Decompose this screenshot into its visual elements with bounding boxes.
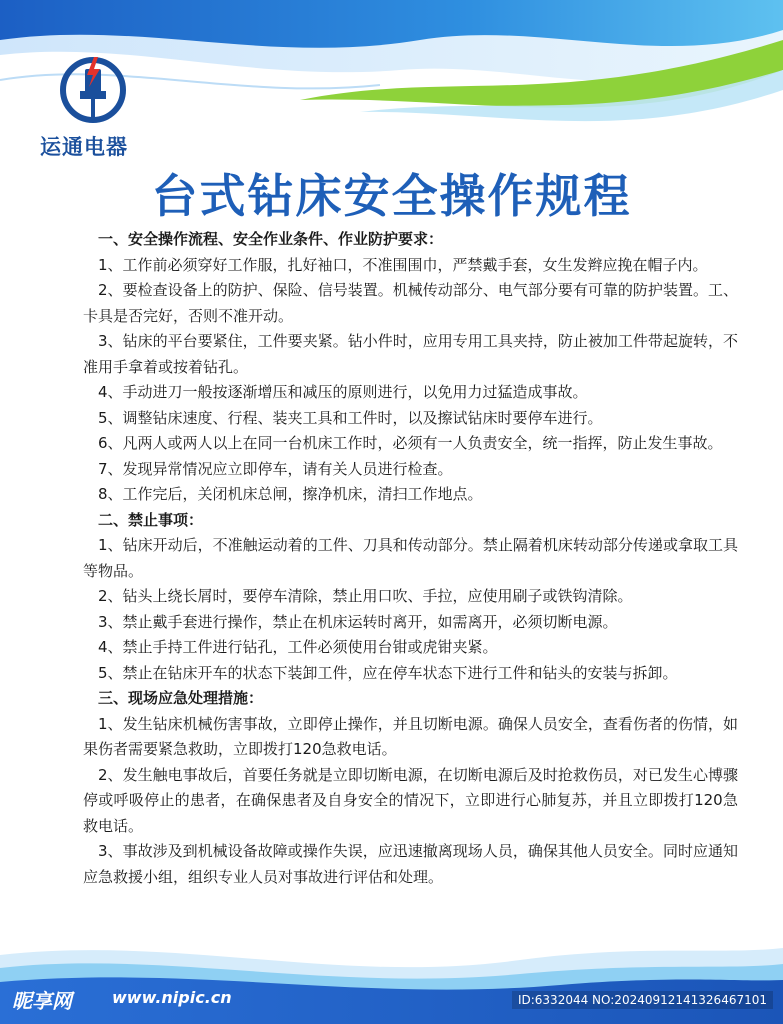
- watermark-bar: [0, 985, 783, 1015]
- watermark-id: ID:6332044 NO:20240912141326467101: [512, 991, 773, 1009]
- section-heading: 二、禁止事项：: [98, 510, 204, 529]
- section-heading: 一、安全操作流程、安全作业条件、作业防护要求：: [98, 230, 444, 248]
- watermark-site-name: 昵享网: [12, 989, 72, 1013]
- list-item: 5、禁止在钻床开车的状态下装卸工件，应在停车状态下进行工件和钻头的安装与拆卸。: [98, 663, 678, 682]
- lightning-plug-icon: [58, 55, 128, 125]
- list-item: 6、凡两人或两人以上在同一台机床工作时，必须有一人负责安全，统一指挥，防止发生事故。: [98, 434, 723, 452]
- list-item: 1、工作前必须穿好工作服，扎好袖口，不准围围巾，严禁戴手套，女生发辫应挽在帽子内。: [98, 255, 708, 274]
- list-item: 3、事故涉及到机械设备故障或操作失误，应迅速撤离现场人员，确保其他人员安全。同时应通知应急救援小组，组织专业人员对事故进行评估和处理。: [83, 842, 738, 886]
- list-item: 4、禁止手持工件进行钻孔，工件必须使用台钳或虎钳夹紧。: [98, 638, 498, 656]
- list-item: 3、禁止戴手套进行操作，禁止在机床运转时离开，如需离开，必须切断电源。: [98, 612, 618, 631]
- company-name: 运通电器: [40, 135, 128, 159]
- section-operation-requirements: [83, 227, 738, 508]
- section-heading: 三、现场应急处理措施：: [98, 689, 264, 707]
- list-item: 2、要检查设备上的防护、保险、信号装置。机械传动部分、电气部分要有可靠的防护装置。工、卡具是否完好，否则不准开动。: [83, 281, 738, 325]
- list-item: 2、发生触电事故后，首要任务就是立即切断电源，在切断电源后及时抢救伤员，对已发生心博骤停或呼吸停止的患者，在确保患者及自身安全的情况下，立即进行心肺复苏，并且立即拨打120急救电话。: [83, 765, 738, 835]
- list-item: 8、工作完后，关闭机床总闸，擦净机床，清扫工作地点。: [98, 485, 483, 503]
- list-item: 7、发现异常情况应立即停车，请有关人员进行检查。: [98, 459, 453, 478]
- section-prohibitions: [83, 508, 738, 687]
- list-item: 3、钻床的平台要紧住，工件要夹紧。钻小件时，应用专用工具夹持，防止被加工件带起旋转，不准用手拿着或按着钻孔。: [83, 332, 738, 376]
- watermark-url: www.nipic.cn: [112, 988, 232, 1007]
- list-item: 1、发生钻床机械伤害事故，立即停止操作，并且切断电源。确保人员安全，查看伤者的伤情，如果伤者需要紧急救助，立即拨打120急救电话。: [83, 714, 738, 758]
- list-item: 1、钻床开动后，不准触运动着的工件、刀具和传动部分。禁止隔着机床转动部分传递或拿取工具等物品。: [83, 536, 738, 580]
- company-logo: [40, 55, 150, 161]
- list-item: 2、钻头上绕长屑时，要停车清除，禁止用口吹、手拉，应使用刷子或铁钩清除。: [98, 587, 633, 605]
- regulation-content: [83, 227, 738, 890]
- list-item: 5、调整钻床速度、行程、装夹工具和工件时，以及擦试钻床时要停车进行。: [98, 408, 603, 427]
- section-emergency-measures: [83, 686, 738, 890]
- list-item: 4、手动进刀一般按逐渐增压和减压的原则进行，以免用力过猛造成事故。: [98, 383, 588, 401]
- page-title: 台式钻床安全操作规程: [151, 169, 632, 223]
